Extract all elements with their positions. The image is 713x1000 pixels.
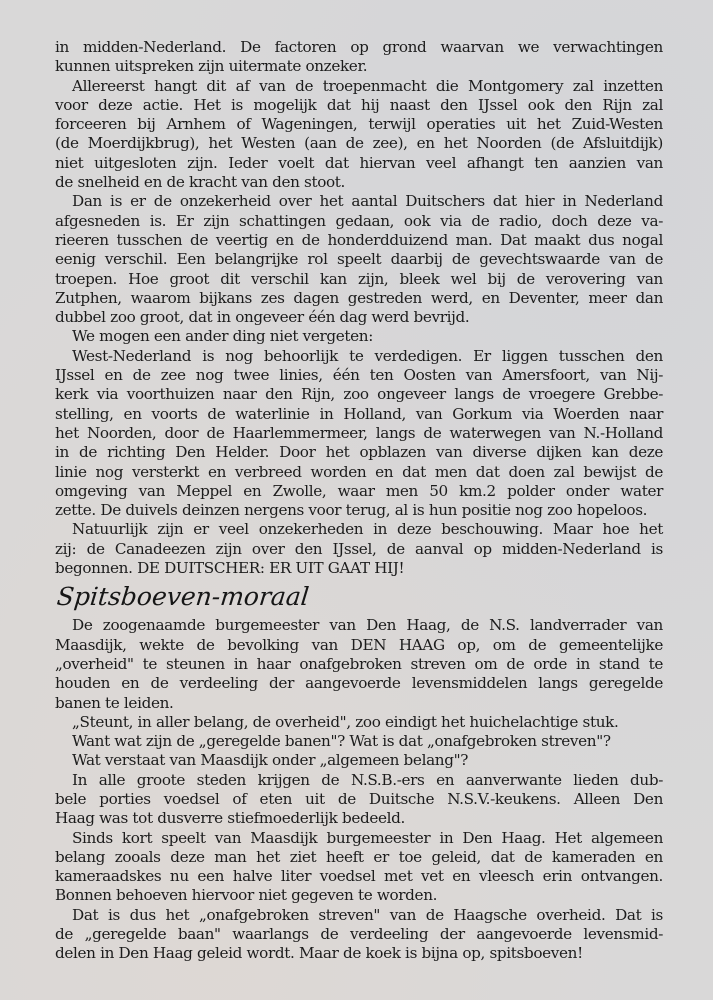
text-line: West-Nederland is nog behoorlijk te verdedigen. Er liggen tusschen den bbox=[72, 346, 663, 365]
text-line: Wat verstaat van Maasdijk onder „algemeen belang"? bbox=[72, 751, 469, 770]
text-line: omgeving van Meppel en Zwolle, waar men 50 km.2 polder onder water bbox=[55, 481, 663, 500]
text-line: Natuurlijk zijn er veel onzekerheden in deze beschouwing. Maar hoe het bbox=[72, 520, 663, 539]
paragraph bbox=[55, 192, 663, 327]
article-spitsboeven-moraal bbox=[55, 616, 663, 963]
text-line: afgesneden is. Er zijn schattingen gedaan, ook via de radio, doch deze va- bbox=[55, 211, 663, 230]
paragraph bbox=[55, 829, 663, 906]
text-line: kameraadskes nu een halve liter voedsel met vet en vleesch erin ontvangen. bbox=[55, 867, 663, 886]
text-line: het Noorden, door de Haarlemmermeer, langs de waterwegen van N.-Holland bbox=[55, 423, 663, 442]
text-line: De zoogenaamde burgemeester van Den Haag, de N.S. landverrader van bbox=[72, 616, 663, 635]
paragraph bbox=[55, 77, 663, 193]
text-line: Dan is er de onzekerheid over het aantal Duitschers dat hier in Nederland bbox=[72, 192, 663, 211]
paragraph bbox=[55, 327, 663, 346]
text-line: zij: de Canadeezen zijn over den IJssel, de aanval op midden-Nederland is bbox=[55, 539, 663, 558]
text-line: kunnen uitspreken zijn uitermate onzeker. bbox=[55, 57, 368, 76]
text-line: dubbel zoo groot, dat in ongeveer één dag werd bevrijd. bbox=[55, 308, 470, 327]
article-continuation bbox=[55, 38, 663, 578]
text-line: delen in Den Haag geleid wordt. Maar de koek is bijna op, spitsboeven! bbox=[55, 944, 583, 963]
paragraph bbox=[55, 751, 663, 770]
paragraph bbox=[55, 347, 663, 521]
paragraph bbox=[55, 732, 663, 751]
text-line: stelling, en voorts de waterlinie in Holland, van Gorkum via Woerden naar bbox=[55, 404, 663, 423]
document-page bbox=[55, 38, 663, 964]
text-line: Haag was tot dusverre stiefmoederlijk bedeeld. bbox=[55, 809, 405, 828]
text-line: niet uitgesloten zijn. Ieder voelt dat hiervan veel afhangt ten aanzien van bbox=[55, 153, 663, 172]
text-line: in de richting Den Helder. Door het opblazen van diverse dijken kan deze bbox=[55, 443, 663, 462]
text-line: Dat is dus het „onafgebroken streven" van de Haagsche overheid. Dat is bbox=[72, 905, 663, 924]
paragraph bbox=[55, 713, 663, 732]
text-line: begonnen. DE DUITSCHER: ER UIT GAAT HIJ! bbox=[55, 559, 405, 578]
text-line: (de Moerdijkbrug), het Westen (aan de zee), en het Noorden (de Afsluitdijk) bbox=[55, 134, 663, 153]
text-line: Allereerst hangt dit af van de troepenmacht die Montgomery zal inzetten bbox=[72, 76, 663, 95]
text-line: houden en de verdeeling der aangevoerde levensmiddelen langs geregelde bbox=[55, 674, 663, 693]
text-line: IJssel en de zee nog twee linies, één ten Oosten van Amersfoort, van Nij- bbox=[55, 366, 663, 385]
text-line: in midden-Nederland. De factoren op grond waarvan we verwachtingen bbox=[55, 38, 663, 56]
text-line: banen te leiden. bbox=[55, 693, 174, 712]
paragraph bbox=[55, 616, 663, 712]
text-line: Maasdijk, wekte de bevolking van DEN HAAG op, om de gemeentelijke bbox=[55, 635, 663, 654]
paragraph bbox=[55, 906, 663, 964]
text-line: linie nog versterkt en verbreed worden en dat men dat doen zal bewijst de bbox=[55, 462, 663, 481]
text-line: Want wat zijn de „geregelde banen"? Wat is dat „onafgebroken streven"? bbox=[72, 732, 611, 751]
paragraph bbox=[55, 771, 663, 829]
text-line: eenig verschil. Een belangrijke rol speelt daarbij de gevechtswaarde van de bbox=[55, 250, 663, 269]
text-line: We mogen een ander ding niet vergeten: bbox=[72, 327, 373, 346]
section-heading: Spitsboeven-moraal bbox=[55, 582, 311, 612]
paragraph bbox=[55, 38, 663, 77]
text-line: kerk via voorthuizen naar den Rijn, zoo ongeveer langs de vroegere Grebbe- bbox=[55, 385, 663, 404]
text-line: de „geregelde baan" waarlangs de verdeeling der aangevoerde levensmid- bbox=[55, 925, 663, 944]
paragraph bbox=[55, 520, 663, 578]
text-line: rieeren tusschen de veertig en de honderdduizend man. Dat maakt dus nogal bbox=[55, 230, 663, 249]
text-line: Zutphen, waarom bijkans zes dagen gestreden werd, en Deventer, meer dan bbox=[55, 288, 663, 307]
text-line: „overheid" te steunen in haar onafgebroken streven om de orde in stand te bbox=[55, 654, 663, 673]
text-line: voor deze actie. Het is mogelijk dat hij naast den IJssel ook den Rijn zal bbox=[55, 95, 663, 114]
text-line: In alle groote steden krijgen de N.S.B.-ers en aanverwante lieden dub- bbox=[72, 770, 663, 789]
text-line: „Steunt, in aller belang, de overheid", zoo eindigt het huichelachtige stuk. bbox=[72, 712, 619, 731]
text-line: forceeren bij Arnhem of Wageningen, terwijl operaties uit het Zuid-Westen bbox=[55, 115, 663, 134]
text-line: de snelheid en de kracht van den stoot. bbox=[55, 173, 346, 192]
text-line: Bonnen behoeven hiervoor niet gegeven te worden. bbox=[55, 886, 438, 905]
text-line: troepen. Hoe groot dit verschil kan zijn, bleek wel bij de verovering van bbox=[55, 269, 663, 288]
text-line: zette. De duivels deinzen nergens voor terug, al is hun positie nog zoo hopeloos. bbox=[55, 501, 648, 520]
text-line: bele porties voedsel of eten uit de Duitsche N.S.V.-keukens. Alleen Den bbox=[55, 789, 663, 808]
text-line: Sinds kort speelt van Maasdijk burgemeester in Den Haag. Het algemeen bbox=[72, 828, 663, 847]
text-line: belang zooals deze man het ziet heeft er toe geleid, dat de kameraden en bbox=[55, 847, 663, 866]
